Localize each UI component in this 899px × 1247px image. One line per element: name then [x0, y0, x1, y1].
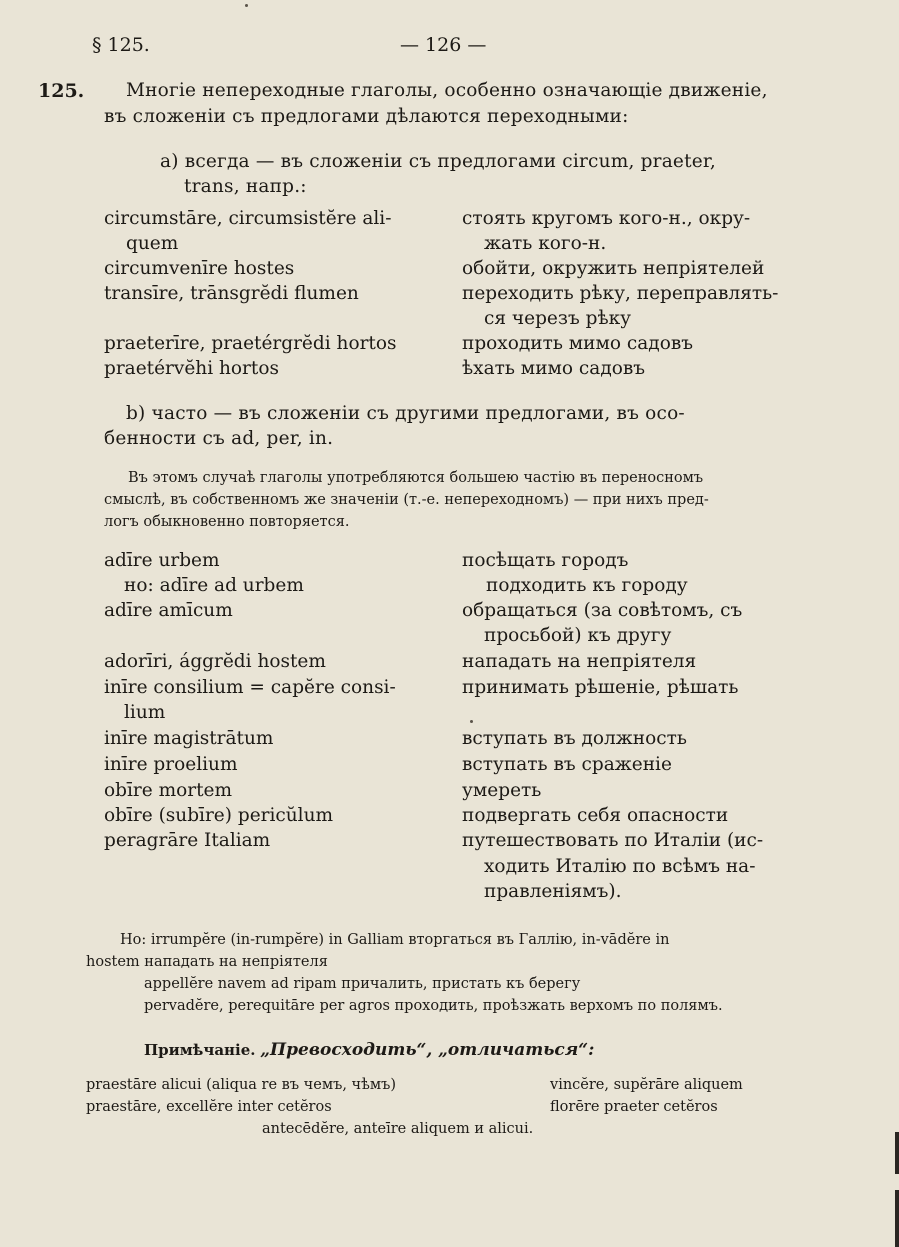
russian-translation: принимать рѣшеніе, рѣшать — [462, 677, 739, 698]
remark-center: antecēdĕre, anteīre aliquem и alicui. — [262, 1121, 534, 1137]
latin-term: lium — [124, 702, 166, 723]
table-row — [0, 830, 899, 856]
table-row — [0, 600, 899, 626]
table-row — [0, 283, 899, 309]
remark-label: Примѣчаніе. — [144, 1041, 256, 1059]
russian-translation: ѣхать мимо садовъ — [462, 358, 646, 379]
page-number: — 126 — — [400, 34, 487, 56]
example-line-3: appellĕre navem ad ripam причалить, пристать къ берегу — [144, 976, 581, 992]
latin-term: transīre, trānsgrĕdi flumen — [104, 283, 359, 304]
note-line-3: логъ обыкновенно повторяется. — [104, 514, 350, 530]
table-row — [0, 575, 899, 601]
latin-term: но: adīre ad urbem — [124, 575, 304, 596]
section-header: § 125. — [92, 34, 150, 56]
example-line-2: hostem нападать на непріятеля — [86, 954, 328, 970]
table-row — [0, 805, 899, 831]
latin-term: praetérvĕhi hortos — [104, 358, 279, 379]
table-row — [0, 728, 899, 754]
point-a-line-2: trans, напр.: — [184, 176, 307, 197]
latin-term: adīre amīcum — [104, 600, 233, 621]
latin-term: obīre mortem — [104, 780, 233, 801]
table-row — [0, 881, 899, 907]
russian-translation: ся черезъ рѣку — [484, 308, 632, 329]
table-row — [0, 677, 899, 703]
table-row — [0, 233, 899, 259]
remark-left-2: praestāre, excellĕre inter cetĕros — [86, 1099, 332, 1115]
remark-title: „Превосходить“, „отличаться“: — [260, 1040, 595, 1060]
table-row — [0, 625, 899, 651]
russian-translation: проходить мимо садовъ — [462, 333, 694, 354]
latin-term: praeterīre, praetérgrĕdi hortos — [104, 333, 397, 354]
note-line-1: Въ этомъ случаѣ глаголы употребляются большею частію въ переносномъ — [128, 470, 704, 486]
remark-right-2: florēre praeter cetĕros — [550, 1099, 718, 1115]
table-row — [0, 550, 899, 576]
russian-translation: просьбой) къ другу — [484, 625, 672, 646]
russian-translation: вступать въ сраженіе — [462, 754, 672, 775]
russian-translation: нападать на непріятеля — [462, 651, 697, 672]
table-row — [0, 308, 899, 334]
latin-term: adorīri, ággrĕdi hostem — [104, 651, 326, 672]
russian-translation: обращаться (за совѣтомъ, съ — [462, 600, 743, 621]
example-line-1: Но: irrumpĕre (in-rumpĕre) in Galliam вторгаться въ Галлію, in-vādĕre in — [120, 932, 670, 948]
remark-right-1: vincĕre, supĕrāre aliquem — [550, 1077, 743, 1093]
russian-translation: путешествовать по Италіи (ис- — [462, 830, 764, 851]
section-number: 125. — [38, 80, 85, 102]
point-b-line-1: b) часто — въ сложеніи съ другими предлогами, въ осо- — [126, 403, 685, 424]
table-row — [0, 333, 899, 359]
scan-speck — [470, 720, 473, 723]
russian-translation: посѣщать городъ — [462, 550, 629, 571]
remark-heading — [144, 1040, 594, 1060]
latin-term: circumvenīre hostes — [104, 258, 295, 279]
intro-line-1: Многіе непереходные глаголы, особенно означающіе движеніе, — [126, 80, 768, 101]
russian-translation: вступать въ должность — [462, 728, 687, 749]
latin-term: quem — [126, 233, 179, 254]
russian-translation: ходить Италію по всѣмъ на- — [484, 856, 756, 877]
point-a-line-1: а) всегда — въ сложеніи съ предлогами circum, praeter, — [160, 151, 716, 172]
latin-term: adīre urbem — [104, 550, 220, 571]
latin-term: inīre magistrātum — [104, 728, 274, 749]
table-row — [0, 702, 899, 728]
table-row — [0, 856, 899, 882]
latin-term: obīre (subīre) pericŭlum — [104, 805, 334, 826]
russian-translation: подходить къ городу — [486, 575, 688, 596]
russian-translation: умереть — [462, 780, 542, 801]
russian-translation: переходить рѣку, переправлять- — [462, 283, 779, 304]
scan-speck — [245, 4, 248, 7]
scan-edge-mark — [895, 1132, 899, 1174]
table-row — [0, 780, 899, 806]
table-row — [0, 358, 899, 384]
russian-translation: подвергать себя опасности — [462, 805, 729, 826]
russian-translation: жать кого-н. — [484, 233, 607, 254]
russian-translation: стоять кругомъ кого-н., окру- — [462, 208, 751, 229]
russian-translation: правленіямъ). — [484, 881, 622, 902]
note-line-2: смыслѣ, въ собственномъ же значеніи (т.-е. непереходномъ) — при нихъ пред- — [104, 492, 709, 508]
latin-term: circumstāre, circumsistĕre ali- — [104, 208, 392, 229]
point-b-line-2: бенности съ ad, per, in. — [104, 428, 334, 449]
latin-term: inīre consilium = capĕre consi- — [104, 677, 396, 698]
scan-edge-mark — [895, 1190, 899, 1247]
intro-line-2: въ сложеніи съ предлогами дѣлаются переходными: — [104, 106, 629, 127]
table-row — [0, 651, 899, 677]
russian-translation: обойти, окружить непріятелей — [462, 258, 765, 279]
latin-term: peragrāre Italiam — [104, 830, 271, 851]
example-line-4: pervadĕre, perequitāre per agros проходить, проѣзжать верхомъ по полямъ. — [144, 998, 723, 1014]
table-row — [0, 208, 899, 234]
table-row — [0, 258, 899, 284]
remark-left-1: praestāre alicui (aliqua re въ чемъ, чѣмъ) — [86, 1077, 397, 1093]
table-row — [0, 754, 899, 780]
latin-term: inīre proelium — [104, 754, 238, 775]
